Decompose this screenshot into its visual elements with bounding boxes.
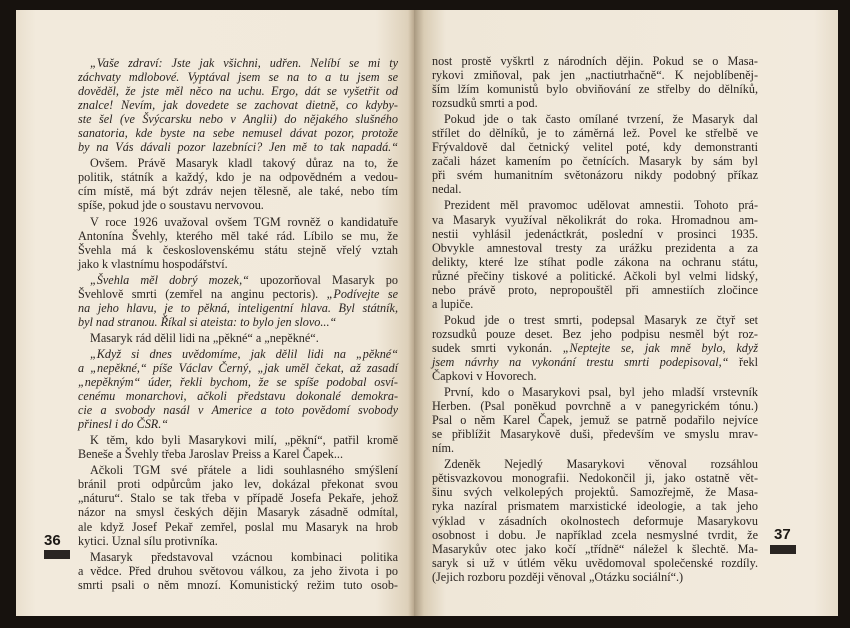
body-text: Zdeněk Nejedlý Masarykovi věnoval rozsáhlou — [444, 457, 758, 472]
body-text: jako k vlastnímu hospodářství. — [78, 256, 228, 271]
page-number: 36 — [44, 532, 61, 549]
body-text: Beneše a Švehly třeba Jaroslav Preiss a Karel Čapek... — [78, 447, 343, 462]
text-line — [432, 68, 758, 82]
text-line — [432, 556, 758, 570]
body-text: Pokud jde o tak často omílané tvrzení, že Masaryk dal — [444, 112, 758, 127]
text-line — [78, 447, 398, 461]
body-text: šinu svých velkolepých projektů. Samozřejmě, že Masa- — [432, 485, 758, 500]
text-line — [78, 578, 398, 592]
body-text: Frývaldově dal četnický velitel poté, kdy demonstranti — [432, 140, 758, 155]
text-line — [78, 417, 398, 431]
italic-text: „Neptejte se, jak mně bylo, když — [562, 340, 758, 355]
text-line — [78, 315, 398, 329]
text-line — [78, 287, 398, 301]
text-line — [78, 550, 398, 564]
text-line — [432, 313, 758, 327]
text-line — [78, 198, 398, 212]
body-text: výklad v zásadních okolnostech deformuje Masarykovu — [432, 513, 758, 528]
text-line — [432, 399, 758, 413]
body-text: Ačkoli TGM své přátele a lidi souhlasného smýšlení — [90, 463, 398, 478]
italic-text: dověděl, že jste měl něco na uchu. Ergo, dát se vyšetřit od — [78, 84, 398, 99]
text-line — [432, 54, 758, 68]
body-text: nedal. — [432, 182, 462, 197]
text-line — [78, 243, 398, 257]
body-text: Pokud jde o trest smrti, podepsal Masaryk ze čtyř set — [444, 312, 758, 327]
text-line — [432, 542, 758, 556]
body-text: sudek smrti vykonán. — [432, 340, 563, 355]
body-text: rykovi zmiňoval, pak jen „nactiutrhačně“. K nejoblíbeněj- — [432, 68, 758, 83]
body-text: Masaryk rád dělil lidi na „pěkné“ a „nepěkné“. — [90, 330, 319, 345]
text-line — [432, 528, 758, 542]
text-line — [432, 168, 758, 182]
italic-text: cenému monarchovi, ačkoli představu dokonalé demokra- — [78, 389, 398, 404]
italic-text: znalce! Nevím, jak dovedete se zachovat dietně, co kdyby- — [78, 98, 398, 113]
body-text: ním. — [432, 441, 455, 456]
italic-text: cie a svobody nasál v Americe a toto povědomí svobody — [78, 403, 398, 418]
body-text: Antonína Švehly, kterého měl také rád. Líbilo se mu, že — [78, 228, 398, 243]
body-text: různé přečiny tiskové a politické. Ačkoli byl velmi lidský, — [432, 268, 758, 283]
text-line — [78, 477, 398, 491]
text-line — [78, 505, 398, 519]
body-text: názor na smysl českých dějin Masaryk zásadně odmítal, — [78, 505, 398, 520]
text-line — [78, 140, 398, 154]
body-text: nestii vyhlásil jedenáctkrát, poslední v prosinci 1935. — [432, 226, 758, 241]
text-line — [432, 198, 758, 212]
italic-text: „Vaše zdraví: Jste jak všichni, udřen. Nelíbí se mi ty — [90, 56, 398, 70]
body-text: Ovšem. Právě Masaryk kladl takový důraz na to, že — [90, 156, 398, 171]
text-line — [432, 499, 758, 513]
body-text: Masaryk představoval vzácnou kombinaci politika — [90, 549, 398, 564]
text-line — [78, 215, 398, 229]
text-line — [432, 441, 758, 455]
body-text: delikty, které lze stíhat podle zákona na ochranu státu, — [432, 254, 758, 269]
page-text — [432, 54, 758, 584]
text-line — [432, 327, 758, 341]
left-page — [16, 10, 414, 616]
body-text: va Masaryk využíval několikrát do roka. Hromadnou am- — [432, 212, 758, 227]
body-text: cím místě, má být zdráv nejen tělesně, ale také, nebo tím — [78, 184, 398, 199]
text-line — [432, 283, 758, 297]
italic-text: „Švehla měl dobrý mozek,“ — [90, 272, 249, 287]
text-line — [432, 213, 758, 227]
text-line — [78, 56, 398, 70]
text-line — [78, 98, 398, 112]
text-line — [78, 375, 398, 389]
text-line — [78, 463, 398, 477]
right-page — [414, 10, 838, 616]
text-line — [432, 227, 758, 241]
text-line — [432, 126, 758, 140]
body-text: ryka nazíral prismatem marxistické ideologie, a tak jeho — [432, 499, 758, 514]
text-line — [432, 241, 758, 255]
text-line — [432, 341, 758, 355]
italic-text: „Podívejte se — [326, 286, 398, 301]
page-number: 37 — [774, 526, 791, 543]
text-line — [78, 70, 398, 84]
text-line — [78, 403, 398, 417]
italic-text: ste šel (ve Švýcarsku nebo v Anglii) do nějakého slušného — [78, 112, 398, 127]
text-line — [432, 369, 758, 383]
text-line — [432, 154, 758, 168]
text-line — [432, 182, 758, 196]
body-text: Masarykův otec jako kočí „třídně“ náležel k šlechtě. Ma- — [432, 541, 758, 556]
body-text: upozorňoval Masaryk po — [248, 272, 398, 287]
text-line — [78, 273, 398, 287]
text-line — [78, 84, 398, 98]
italic-text: „Když si dnes uvědomíme, jak dělil lidi na „pěkné“ — [90, 346, 398, 361]
text-line — [78, 170, 398, 184]
body-text: kytici. Uznal sílu protivníka. — [78, 533, 218, 548]
body-text: střílet do dělníků, je to záměrná lež. Povel ke střelbě ve — [432, 126, 758, 141]
body-text: osobnost i dobu. Je například zcela nesmyslné tvrdit, že — [432, 527, 758, 542]
text-line — [432, 485, 758, 499]
text-line — [432, 457, 758, 471]
text-line — [78, 301, 398, 315]
text-line — [432, 355, 758, 369]
page-number-bar — [770, 545, 796, 554]
text-line — [432, 255, 758, 269]
body-text: nebo právě proto, nepropouštěl při amnestiích zločince — [432, 282, 758, 297]
body-text: První, kdo o Masarykovi psal, byl jeho mladší vrstevník — [444, 385, 758, 400]
italic-text: „nepěkným“ úder, řekli bychom, že se spíše podobal osví- — [78, 375, 398, 390]
text-line — [78, 331, 398, 345]
body-text: smrti psali o něm mnozí. Komunistický režim tuto osob- — [78, 577, 398, 592]
italic-text: by na Vás dávali pozor lazebníci? Jen mě to tak napadá.“ — [78, 140, 398, 155]
body-text: nost prostě vyškrtl z národních dějin. Pokud se o Masa- — [432, 54, 758, 68]
body-text: ale když Josef Pekař zemřel, poslal mu Masaryk na hrob — [78, 519, 398, 534]
text-line — [432, 140, 758, 154]
text-line — [432, 96, 758, 110]
text-line — [78, 389, 398, 403]
body-text: se přiblížit Masarykově duši, především ve smyslu mrav- — [432, 427, 758, 442]
body-text: K těm, kdo byli Masarykovi milí, „pěkní“, patřil kromě — [90, 433, 398, 448]
italic-text: sanatoria, kde byste na sebe nemusel dávat pozor, protože — [78, 126, 398, 141]
body-text: a vědce. Před druhou světovou válkou, za jeho života i po — [78, 563, 398, 578]
text-line — [432, 570, 758, 584]
text-line — [78, 491, 398, 505]
body-text: Švehla má k československému státu stejně vřelý vztah — [78, 242, 398, 257]
italic-text: a „nepěkné,“ píše Václav Černý, „jak uměl čekat, až zasadí — [78, 360, 398, 375]
text-line — [78, 520, 398, 534]
body-text: ším lžím komunistů bylo obviňování ze střelby do dělníků, — [432, 82, 758, 97]
text-line — [78, 156, 398, 170]
italic-text: záchvaty mdlobové. Vyptával jsem se na to a tu jsem se — [78, 70, 398, 85]
body-text: „náturu“. Stalo se tak třeba v případě Josefa Pekaře, jehož — [78, 491, 398, 506]
body-text: politik, státník a každý, kdo je na odpovědném a vedou- — [78, 170, 398, 185]
body-text: Herben. (Psal poněkud povrchně a v panegyrickém tónu.) — [432, 399, 758, 414]
text-line — [78, 564, 398, 578]
body-text: (Jejich rozboru později věnoval „Otázku sociální“.) — [432, 569, 684, 584]
body-text: Obvykle amnestoval tresty za urážku prezidenta a za — [432, 240, 758, 255]
text-line — [432, 514, 758, 528]
text-line — [78, 257, 398, 271]
text-line — [432, 427, 758, 441]
body-text: Psal o něm Karel Čapek, jemuž se patrně podařilo nejvíce — [432, 413, 758, 428]
text-line — [432, 82, 758, 96]
text-line — [78, 433, 398, 447]
text-line — [432, 471, 758, 485]
body-text: rozsudků smrti a pod. — [432, 96, 538, 111]
text-line — [78, 347, 398, 361]
body-text: Prezident měl pravomoc udělovat amnestii. Tohoto prá- — [444, 198, 758, 213]
body-text: a lupiče. — [432, 296, 474, 311]
text-line — [432, 413, 758, 427]
text-line — [78, 126, 398, 140]
body-text: řekl — [728, 354, 758, 369]
body-text: saryk si už v útlém věku uvědomoval společenské rozdíly. — [432, 555, 758, 570]
body-text: Čapkovi v Hovorech. — [432, 369, 537, 384]
text-line — [78, 112, 398, 126]
body-text: spíše, pokud jde o soustavu nervovou. — [78, 198, 264, 213]
text-line — [432, 385, 758, 399]
text-line — [432, 269, 758, 283]
text-line — [78, 184, 398, 198]
body-text: V roce 1926 uvažoval ovšem TGM rovněž o kandidatuře — [90, 214, 398, 229]
italic-text: na jeho hlavu, je to pěkná, inteligentní hlava. Byl státník, — [78, 300, 398, 315]
text-line — [78, 361, 398, 375]
text-line — [432, 297, 758, 311]
body-text: začali házet kamením po četnících. Masaryk by sám byl — [432, 154, 758, 169]
italic-text: jsem návrhy na vykonání trestu smrti podepisoval,“ — [432, 354, 729, 369]
body-text: při svém humanitním světonázoru nikdy podobný příkaz — [432, 168, 758, 183]
body-text: pětisvazkovou monografii. Nedokončil ji, jako ostatně vět- — [432, 471, 758, 486]
italic-text: přinesl i do ČSR.“ — [78, 417, 169, 432]
text-line — [432, 112, 758, 126]
page-number-bar — [44, 550, 70, 559]
italic-text: byl nad stranou. Říkal si ateista: to bylo jen slovo...“ — [78, 314, 337, 329]
page-text — [78, 54, 398, 592]
body-text: bránil proti odpůrcům jako lev, dokázal překonat svou — [78, 477, 398, 492]
body-text: Švehlově smrti (zemřel na anginu pectoris). — [78, 286, 327, 301]
body-text: rozsudků pouze deset. Bez jeho podpisu nesměl být roz- — [432, 326, 758, 341]
text-line — [78, 534, 398, 548]
text-line — [78, 229, 398, 243]
